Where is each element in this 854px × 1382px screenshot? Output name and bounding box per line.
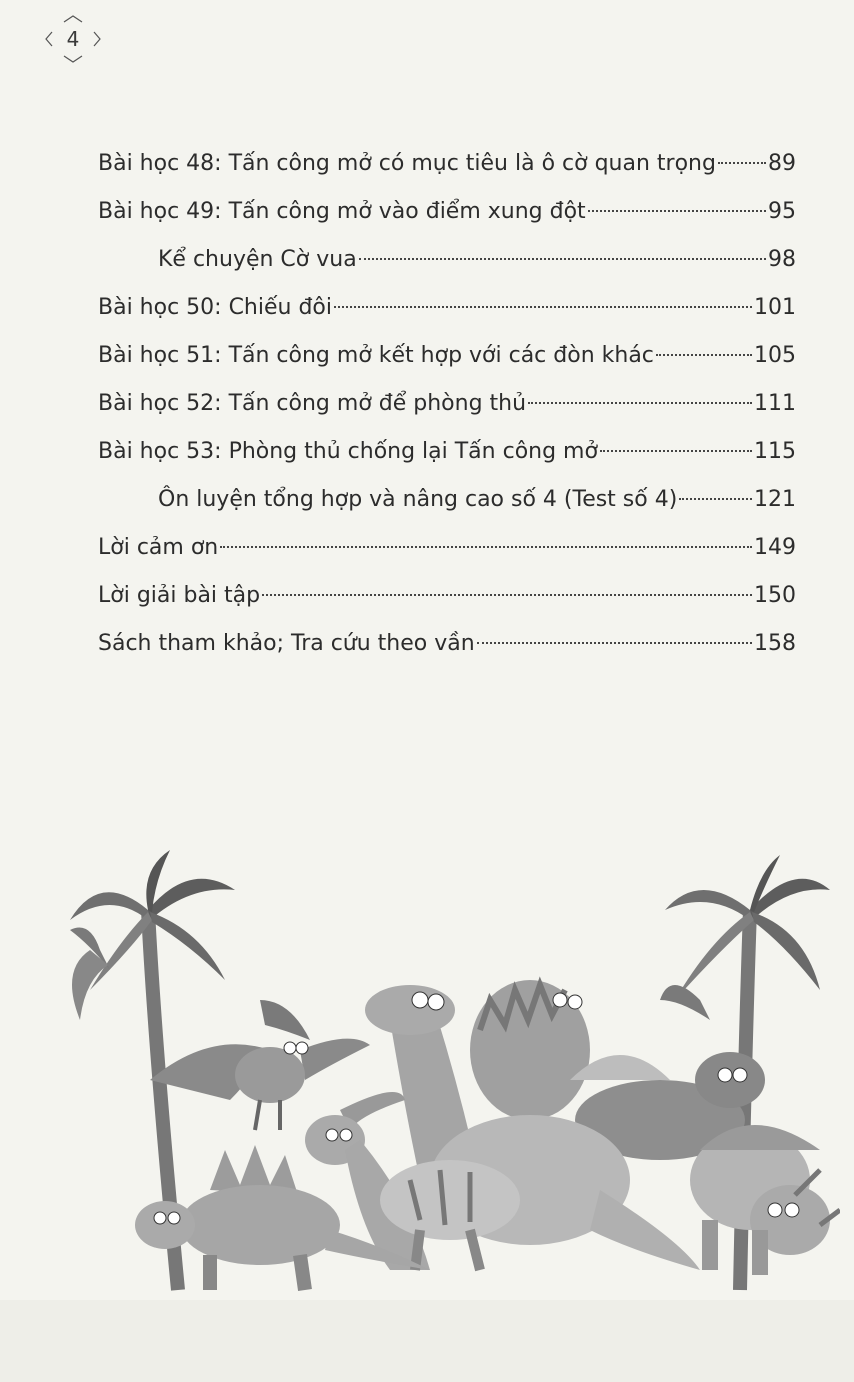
toc-entry[interactable] [158,236,796,284]
toc-entry-title: Bài học 52: Tấn công mở để phòng thủ [98,391,527,416]
toc-entry-page: 98 [768,247,796,272]
toc-leader-dots [718,162,766,164]
triceratops-icon [690,1125,840,1275]
spiky-dinosaur-icon [470,980,590,1120]
toc-entry-page: 111 [754,391,796,416]
toc-entry-page: 89 [768,151,796,176]
toc-leader-dots [588,210,766,212]
page-number-badge [42,14,104,64]
toc-entry[interactable] [98,188,796,236]
toc-entry-page: 149 [754,535,796,560]
toc-entry[interactable] [98,572,796,620]
toc-leader-dots [679,498,752,500]
toc-entry-title: Sách tham khảo; Tra cứu theo vần [98,631,475,656]
toc-leader-dots [220,546,752,548]
toc-leader-dots [656,354,752,356]
toc-leader-dots [262,594,752,596]
toc-leader-dots [528,402,752,404]
toc-entry-page: 158 [754,631,796,656]
toc-entry[interactable] [98,380,796,428]
dinosaurs-and-palm-trees-illustration [60,850,840,1310]
toc-entry-title: Kể chuyện Cờ vua [158,247,357,272]
toc-entry-page: 105 [754,343,796,368]
toc-entry[interactable] [98,284,796,332]
toc-entry[interactable] [98,620,796,668]
toc-entry-title: Ôn luyện tổng hợp và nâng cao số 4 (Test số 4) [158,487,678,512]
toc-entry[interactable] [98,428,796,476]
toc-entry-page: 121 [754,487,796,512]
toc-entry[interactable] [98,524,796,572]
toc-entry-page: 95 [768,199,796,224]
toc-leader-dots [334,306,752,308]
toc-entry-title: Bài học 48: Tấn công mở có mục tiêu là ô cờ quan trọng [98,151,716,176]
toc-entry[interactable] [98,140,796,188]
toc-entry[interactable] [98,332,796,380]
pterodactyl-icon [150,1000,370,1130]
toc-entry-title: Bài học 50: Chiếu đôi [98,295,332,320]
toc-entry-title: Lời giải bài tập [98,583,261,608]
toc-entry-title: Bài học 51: Tấn công mở kết hợp với các đòn khác [98,343,654,368]
toc-entry-title: Lời cảm ơn [98,535,219,560]
toc-entry-page: 150 [754,583,796,608]
toc-entry[interactable] [158,476,796,524]
toc-entry-page: 115 [754,439,796,464]
toc-entry-title: Bài học 53: Phòng thủ chống lại Tấn công mở [98,439,598,464]
page-number: 4 [66,27,80,51]
toc-leader-dots [477,642,752,644]
toc-leader-dots [600,450,752,452]
toc-leader-dots [359,258,766,260]
toc-entry-page: 101 [754,295,796,320]
toc-entry-title: Bài học 49: Tấn công mở vào điểm xung đột [98,199,586,224]
